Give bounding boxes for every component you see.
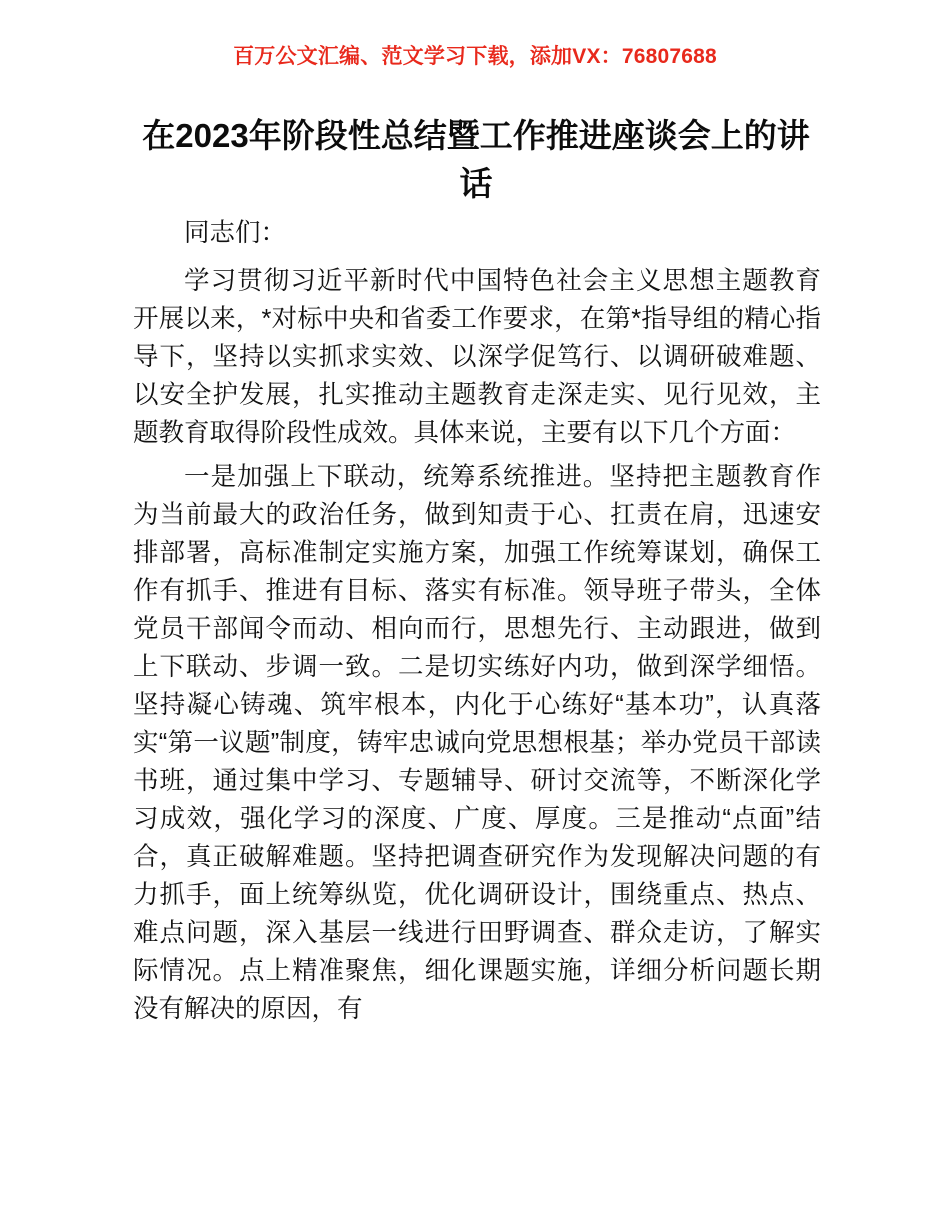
page-title: 在2023年阶段性总结暨工作推进座谈会上的讲话	[142, 117, 810, 202]
body-paragraph-2: 一是加强上下联动，统筹系统推进。坚持把主题教育作为当前最大的政治任务，做到知责于心、扛责在肩，迅速安排部署，高标准制定实施方案，加强工作统筹谋划，确保工作有抓手、推进有目标、落实有标准。领导班子带头，全体党员干部闻令而动、相向而行，思想先行、主动跟进，做到上下联动、步调一致。二是切实练好内功，做到深学细悟。坚持凝心铸魂、筑牢根本，内化于心练好“基本功”，认真落实“第一议题”制度，铸牢忠诚向党思想根基；举办党员干部读书班，通过集中学习、专题辅导、研讨交流等，不断深化学习成效，强化学习的深度、广度、厚度。三是推动“点面”结合，真正破解难题。坚持把调查研究作为发现解决问题的有力抓手，面上统筹纵览，优化调研设计，围绕重点、热点、难点问题，深入基层一线进行田野调查、群众走访，了解实际情况。点上精准聚焦，细化课题实施，详细分析问题长期没有解决的原因，有	[133, 463, 821, 1023]
document-body	[133, 214, 821, 1034]
body-paragraph-1: 学习贯彻习近平新时代中国特色社会主义思想主题教育开展以来，*对标中央和省委工作要求，在第*指导组的精心指导下，坚持以实抓求实效、以深学促笃行、以调研破难题、以安全护发展，扎实推动主题教育走深走实、见行见效，主题教育取得阶段性成效。具体来说，主要有以下几个方面：	[133, 267, 821, 447]
salutation: 同志们：	[184, 219, 287, 247]
promo-watermark-header: 百万公文汇编、范文学习下载，添加VX：76807688	[233, 45, 717, 68]
